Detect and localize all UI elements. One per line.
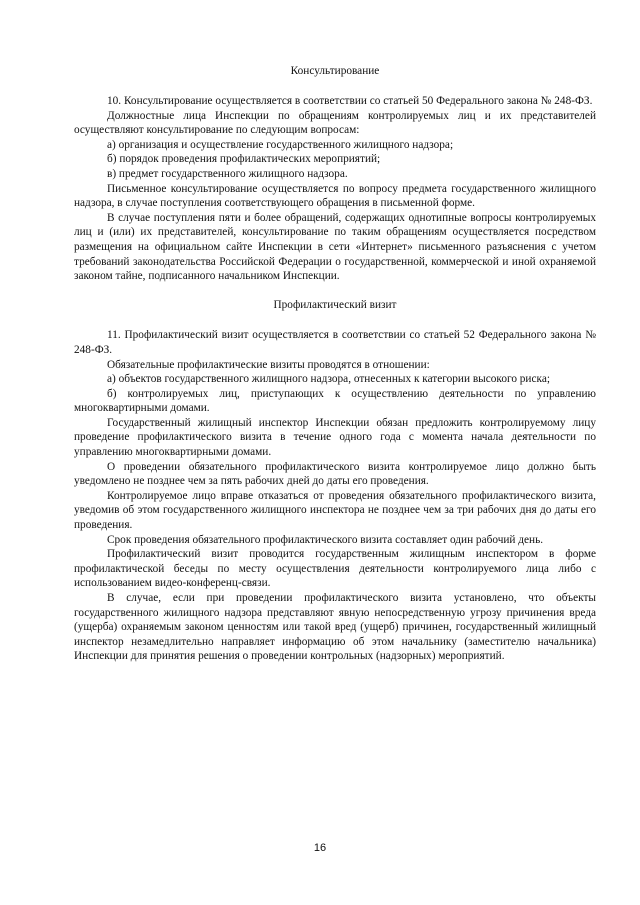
paragraph: Должностные лица Инспекции по обращениям контролируемых лиц и их представителей осуществляют консультирование по следующим вопросам: — [74, 109, 596, 137]
paragraph: В случае поступления пяти и более обращений, содержащих однотипные вопросы контролируемых лиц и (или) их представителей, консультирование по таким обращениям осуществляется посредством размещения на официальном сайте Инспекции в сети «Интернет» письменного разъяснения с учетом требований законодательства Российской Федерации о государственной, коммерческой и иной охраняемой законом тайне, подписанного начальником Инспекции. — [74, 211, 596, 283]
paragraph: Государственный жилищный инспектор Инспекции обязан предложить контролируемому лицу проведение профилактического визита в течение одного года с момента начала деятельности по управлению многоквартирными домами. — [74, 416, 596, 459]
section-heading-preventive-visit: Профилактический визит — [273, 298, 397, 311]
list-item: в) предмет государственного жилищного надзора. — [107, 167, 348, 180]
paragraph: Срок проведения обязательного профилактического визита составляет один рабочий день. — [107, 533, 544, 546]
paragraph: Контролируемое лицо вправе отказаться от проведения обязательного профилактического визита, уведомив об этом государственного жилищного инспектора не позднее чем за три рабочих дня до даты его проведения. — [74, 489, 596, 532]
list-item: б) контролируемых лиц, приступающих к осуществлению деятельности по управлению многоквартирными домами. — [74, 387, 596, 415]
paragraph: 10. Консультирование осуществляется в соответствии со статьей 50 Федерального закона № 248-ФЗ. — [107, 95, 593, 107]
document-content — [74, 64, 596, 664]
section-heading-consulting: Консультирование — [290, 65, 380, 77]
paragraph: В случае, если при проведении профилактического визита установлено, что объекты государственного жилищного надзора представляют явную непосредственную угрозу причинения вреда (ущерба) охраняемым законом ценностям или такой вред (ущерб) причинен, государственный жилищный инспектор незамедлительно направляет информацию об этом начальнику (заместителю начальника) Инспекции для принятия решения о проведении контрольных (надзорных) мероприятий. — [74, 592, 596, 663]
list-item: а) организация и осуществление государственного жилищного надзора; — [107, 138, 454, 151]
paragraph: О проведении обязательного профилактического визита контролируемое лицо должно быть уведомлено не позднее чем за пять рабочих дней до даты его проведения. — [74, 460, 596, 488]
list-item: а) объектов государственного жилищного надзора, отнесенных к категории высокого риска; — [107, 373, 550, 386]
paragraph: Письменное консультирование осуществляется по вопросу предмета государственного жилищного надзора, в случае поступления соответствующего обращения в письменной форме. — [74, 182, 596, 210]
list-item: б) порядок проведения профилактических мероприятий; — [107, 153, 381, 166]
paragraph: Профилактический визит проводится государственным жилищным инспектором в форме профилактической беседы по месту осуществления деятельности контролируемого лица либо с использованием видео-конференц-связи. — [74, 548, 596, 590]
paragraph: 11. Профилактический визит осуществляется в соответствии со статьей 52 Федерального закона № 248-ФЗ. — [74, 329, 596, 356]
page-number: 16 — [313, 842, 327, 854]
paragraph: Обязательные профилактические визиты проводятся в отношении: — [107, 358, 430, 371]
